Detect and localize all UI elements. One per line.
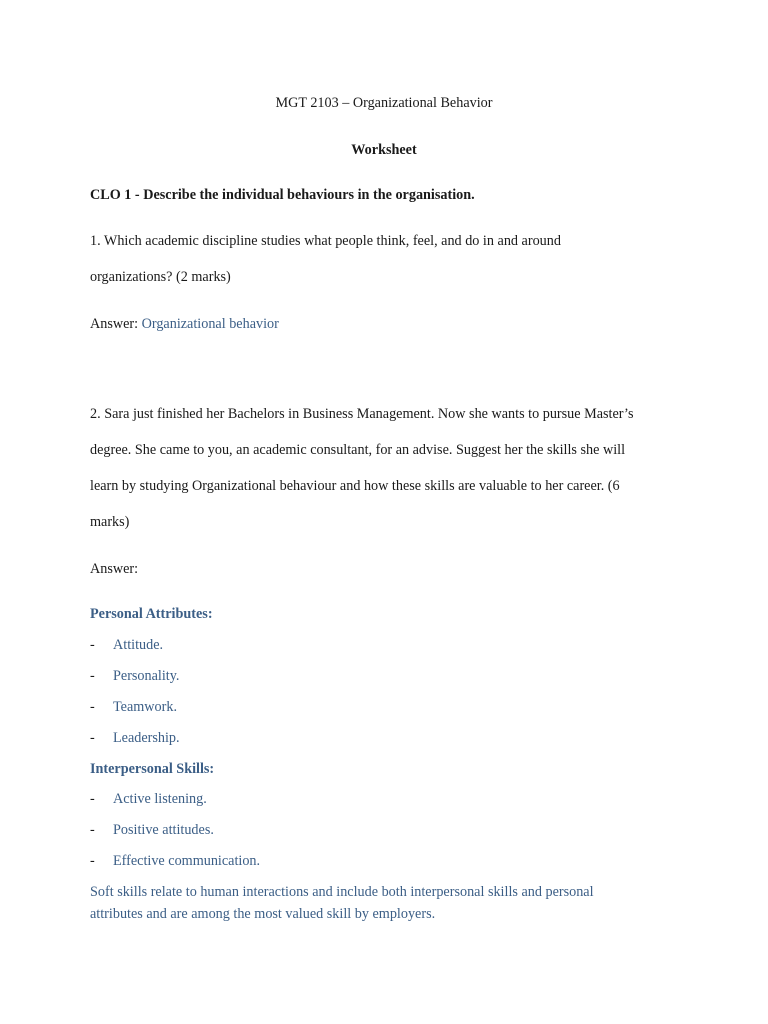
- q2-line-1: 2. Sara just finished her Bachelors in Business Management. Now she wants to pursue Master’s: [90, 406, 634, 422]
- bullet-dash: -: [90, 822, 95, 838]
- q1-answer-value: Organizational behavior: [141, 316, 279, 332]
- personal-item-3: Teamwork.: [113, 699, 178, 715]
- interpersonal-item-2: Positive attitudes.: [113, 822, 214, 838]
- bullet-dash: -: [90, 730, 95, 746]
- q1-answer: [90, 315, 279, 333]
- bullet-dash: -: [90, 699, 95, 715]
- bullet-dash: -: [90, 853, 95, 869]
- q1-line-1: 1. Which academic discipline studies what people think, feel, and do in and around: [90, 233, 561, 249]
- worksheet-heading: Worksheet: [351, 142, 417, 158]
- summary-line-2: attributes and are among the most valued skill by employers.: [90, 906, 436, 922]
- interpersonal-item-1: Active listening.: [113, 791, 207, 807]
- q1-line-2: organizations? (2 marks): [90, 269, 231, 285]
- personal-item-4: Leadership.: [113, 730, 180, 746]
- course-title: MGT 2103 – Organizational Behavior: [275, 95, 493, 111]
- interpersonal-item-3: Effective communication.: [113, 853, 261, 869]
- q2-line-3: learn by studying Organizational behaviour and how these skills are valuable to her career. (6: [90, 478, 620, 494]
- q2-line-2: degree. She came to you, an academic consultant, for an advise. Suggest her the skills she will: [90, 442, 626, 458]
- personal-item-1: Attitude.: [113, 637, 164, 653]
- personal-item-2: Personality.: [113, 668, 180, 684]
- bullet-dash: -: [90, 637, 95, 653]
- q2-answer-label: Answer:: [90, 561, 139, 577]
- interpersonal-skills-heading: Interpersonal Skills:: [90, 761, 215, 777]
- bullet-dash: -: [90, 668, 95, 684]
- q1-answer-label: Answer:: [90, 316, 142, 332]
- summary-line-1: Soft skills relate to human interactions and include both interpersonal skills and personal: [90, 884, 594, 900]
- clo-heading: CLO 1 - Describe the individual behaviours in the organisation.: [90, 187, 475, 203]
- bullet-dash: -: [90, 791, 95, 807]
- q2-line-4: marks): [90, 514, 130, 530]
- personal-attributes-heading: Personal Attributes:: [90, 606, 213, 622]
